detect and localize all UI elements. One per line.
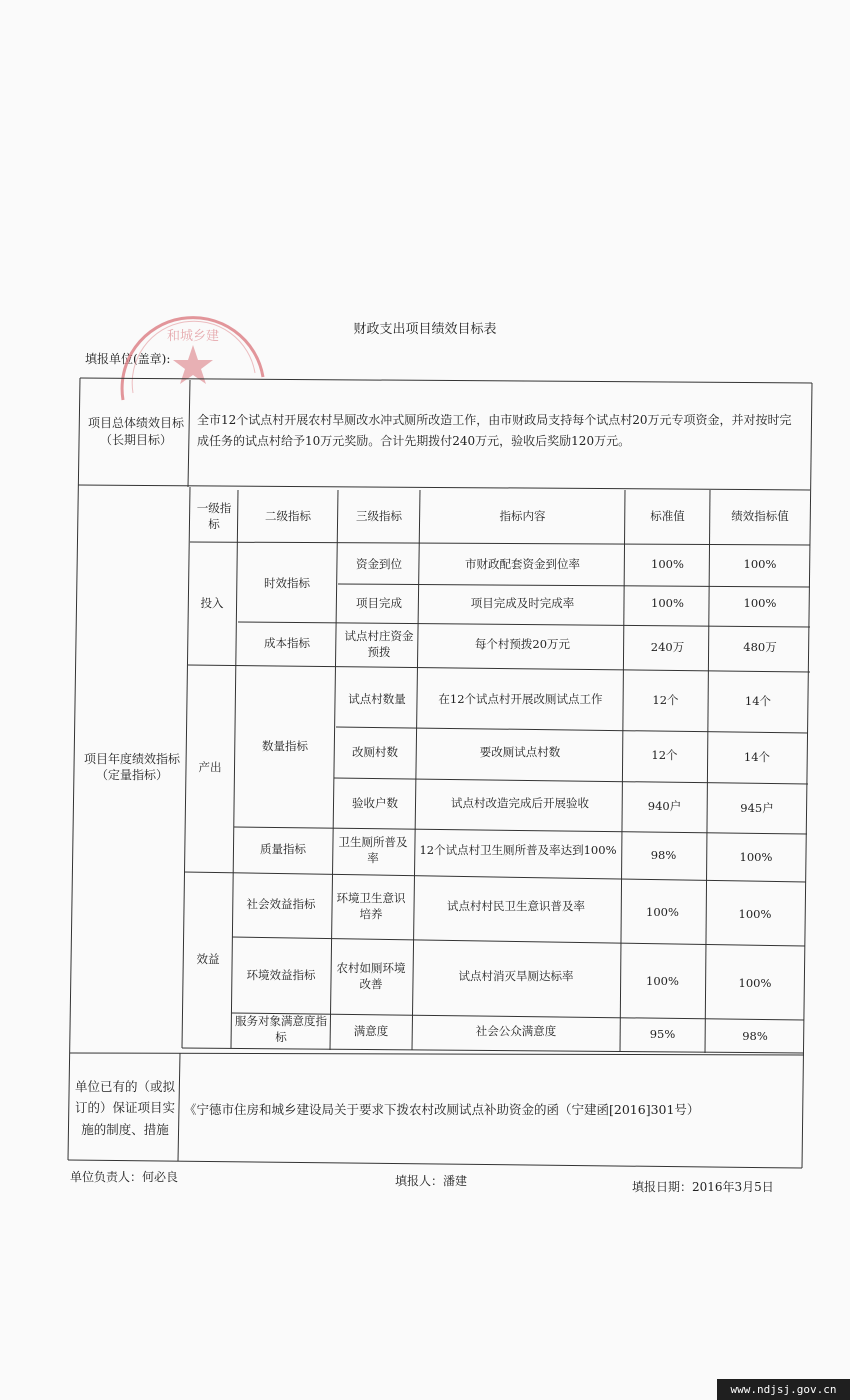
- row-standard: 100%: [646, 904, 679, 919]
- level2-environment: 环境效益指标: [246, 967, 316, 982]
- row-value: 98%: [742, 1029, 768, 1044]
- footer-date: 填报日期：2016年3月5日: [632, 1180, 774, 1194]
- footer-responsible: 单位负责人：何必良: [70, 1170, 179, 1184]
- level2-satisfaction: 服务对象满意度指标: [235, 1014, 327, 1044]
- row-content: 在12个试点村开展改厕试点工作: [438, 691, 603, 706]
- row-level3: 农村如厕环境改善: [336, 961, 406, 991]
- row-content: 试点村村民卫生意识普及率: [447, 899, 585, 914]
- row-level3: 环境卫生意识培养: [336, 891, 406, 921]
- row-value: 945户: [740, 801, 774, 816]
- row-content: 市财政配套资金到位率: [465, 557, 580, 572]
- row-value: 14个: [744, 694, 772, 709]
- level1-output: 产出: [198, 759, 222, 774]
- row-standard: 100%: [646, 974, 679, 989]
- header-level2: 二级指标: [265, 509, 311, 524]
- row-content: 每个村预拨20万元: [474, 636, 571, 651]
- unit-label: 填报单位(盖章):: [85, 352, 171, 366]
- row-value: 14个: [743, 750, 771, 765]
- row-level3: 资金到位: [356, 557, 402, 572]
- row-content: 社会公众满意度: [475, 1024, 557, 1039]
- svg-text:和城乡建: 和城乡建: [167, 329, 220, 344]
- level2-quality: 质量指标: [260, 842, 306, 857]
- row-standard: 100%: [651, 596, 684, 611]
- row-standard: 940户: [647, 799, 682, 814]
- level2-cost: 成本指标: [264, 636, 310, 651]
- row-level3: 试点村庄资金预拨: [344, 628, 414, 659]
- guarantee-label: 单位已有的（或拟订的）保证项目实施的制度、措施: [74, 1079, 175, 1137]
- row-value: 100%: [743, 596, 777, 611]
- row-content: 12个试点村卫生厕所普及率达到100%: [419, 843, 617, 858]
- level2-timeliness: 时效指标: [264, 575, 310, 590]
- row-value: 100%: [739, 850, 773, 865]
- row-value: 100%: [738, 906, 772, 921]
- header-content: 指标内容: [499, 509, 546, 524]
- row-value: 100%: [743, 557, 777, 572]
- row-content: 项目完成及时完成率: [470, 596, 575, 611]
- row-standard: 98%: [650, 848, 677, 863]
- row-level3: 项目完成: [356, 596, 402, 611]
- row-content: 试点村消灭旱厕达标率: [458, 969, 574, 984]
- overall-goal-label: 项目总体绩效目标（长期目标）: [87, 416, 184, 447]
- row-level3: 试点村数量: [348, 691, 406, 706]
- row-standard: 95%: [649, 1027, 676, 1042]
- header-standard: 标准值: [650, 509, 685, 524]
- row-content: 试点村改造完成后开展验收: [451, 796, 589, 811]
- overall-goal-content: 全市12个试点村开展农村旱厕改水冲式厕所改造工作，由市财政局支持每个试点村20万元专项资金，并对按时完成任务的试点村给予10万元奖励。合计先期拨付240万元，验收后奖励120万元。: [197, 413, 792, 448]
- row-value: 100%: [738, 976, 772, 991]
- row-level3: 满意度: [353, 1024, 389, 1039]
- row-standard: 100%: [651, 557, 684, 572]
- row-level3: 改厕村数: [352, 745, 398, 760]
- level1-input: 投入: [200, 595, 224, 610]
- guarantee-content: 《宁德市住房和城乡建设局关于要求下拨农村改厕试点补助资金的函（宁建函[2016]301号）: [184, 1101, 700, 1117]
- row-content: 要改厕试点村数: [479, 745, 561, 760]
- watermark: www.ndjsj.gov.cn: [717, 1379, 850, 1400]
- row-standard: 12个: [652, 693, 679, 708]
- level2-quantity: 数量指标: [262, 739, 308, 754]
- header-value: 绩效指标值: [731, 509, 789, 524]
- level2-social: 社会效益指标: [246, 897, 316, 912]
- header-level3: 三级指标: [356, 509, 402, 524]
- footer-filler: 填报人：潘建: [395, 1174, 468, 1188]
- row-standard: 240万: [650, 640, 685, 655]
- annual-indicators-label: 项目年度绩效指标（定量指标）: [83, 751, 180, 782]
- header-level1: 一级指标: [196, 501, 232, 531]
- row-value: 480万: [743, 640, 777, 655]
- row-level3: 验收户数: [352, 796, 398, 811]
- row-standard: 12个: [651, 748, 678, 763]
- level1-benefit: 效益: [196, 951, 220, 966]
- page-title: 财政支出项目绩效目标表: [353, 322, 497, 337]
- row-level3: 卫生厕所普及率: [338, 835, 408, 865]
